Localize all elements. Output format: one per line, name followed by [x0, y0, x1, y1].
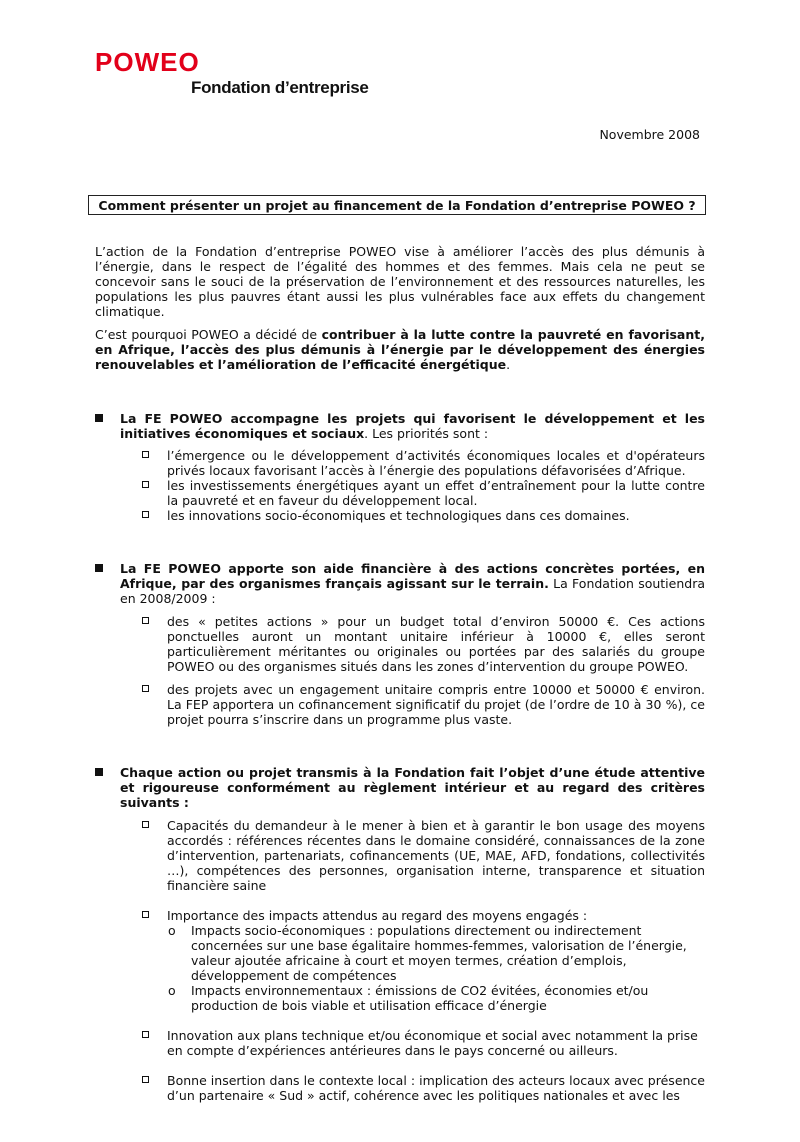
checkbox-bullet-icon	[142, 1076, 149, 1083]
section-1-rest: . Les priorités sont :	[364, 426, 489, 441]
section-3-item-text: Innovation aux plans technique et/ou économique et social avec notamment la prise en compte d’expériences antérieures dans le pays concerné ou ailleurs.	[167, 1028, 698, 1058]
section-1-bold: La FE POWEO accompagne les projets qui favorisent le développement et les initiatives économiques et sociaux	[120, 411, 705, 441]
section-3-subitem	[95, 923, 705, 983]
section-2	[95, 561, 705, 606]
square-bullet-icon	[95, 564, 103, 572]
checkbox-bullet-icon	[142, 821, 149, 828]
section-2-item-text: des projets avec un engagement unitaire compris entre 10000 et 50000 € environ. La FEP apportera un cofinancement significatif du projet (de l’ordre de 10 à 30 %), ce projet pourra s’inscrire dans un programme plus vaste.	[167, 682, 705, 727]
section-3-item-text: Bonne insertion dans le contexte local : implication des acteurs locaux avec présence d’un partenaire « Sud » actif, cohérence avec les politiques nationales et avec les	[167, 1073, 705, 1103]
section-2-bold: La FE POWEO apporte son aide financière à des actions concrètes portées, en Afrique, par des organismes français agissant sur le terrain.	[120, 561, 705, 591]
section-3-subitem-text: Impacts environnementaux : émissions de CO2 évitées, économies et/ou production de bois viable et utilisation efficace d’énergie	[191, 983, 649, 1013]
section-1-item-text: les innovations socio-économiques et technologiques dans ces domaines.	[167, 508, 630, 523]
intro-p2-end: .	[506, 357, 511, 372]
section-2-item	[95, 614, 705, 674]
checkbox-bullet-icon	[142, 1031, 149, 1038]
section-3-item-text: Capacités du demandeur à le mener à bien et à garantir le bon usage des moyens accordés : références récentes dans le domaine considéré, connaissances de la zone d’intervention, partenariats, cofinancements (UE, MAE, AFD, fondations, collectivités …), compétences des personnes, organisation interne, transparence et situation financière saine	[167, 818, 705, 893]
section-2-rest: La Fondation soutiendra en 2008/2009 :	[120, 576, 706, 606]
section-2-item-text: des « petites actions » pour un budget total d’environ 50000 €. Ces actions ponctuelles auront un montant unitaire inférieur à 10000 €, elles seront particulièrement méritantes ou originales ou portées par des salariés du groupe POWEO ou des organismes situés dans les zones d’intervention du groupe POWEO.	[167, 614, 705, 674]
circle-bullet-icon: o	[168, 923, 176, 938]
intro-paragraph-2	[95, 327, 705, 372]
section-3-item	[95, 818, 705, 893]
checkbox-bullet-icon	[142, 481, 149, 488]
section-3-item	[95, 908, 705, 923]
square-bullet-icon	[95, 768, 103, 776]
document-body	[95, 244, 705, 1103]
section-2-item	[95, 682, 705, 727]
section-1	[95, 411, 705, 441]
section-3-item	[95, 1073, 705, 1103]
section-1-item	[95, 448, 705, 478]
intro-p2-start: C’est pourquoi POWEO a décidé de	[95, 327, 322, 342]
checkbox-bullet-icon	[142, 617, 149, 624]
section-1-item-text: l’émergence ou le développement d’activités économiques locales et d'opérateurs privés locaux favorisant l’accès à l’énergie des populations défavorisées d’Afrique.	[167, 448, 705, 478]
document-title: Comment présenter un projet au financement de la Fondation d’entreprise POWEO ?	[88, 195, 706, 215]
checkbox-bullet-icon	[142, 911, 149, 918]
section-3	[95, 765, 705, 810]
checkbox-bullet-icon	[142, 451, 149, 458]
checkbox-bullet-icon	[142, 511, 149, 518]
document-date: Novembre 2008	[599, 127, 700, 142]
section-1-item-text: les investissements énergétiques ayant un effet d’entraînement pour la lutte contre la pauvreté et en faveur du développement local.	[167, 478, 705, 508]
circle-bullet-icon: o	[168, 983, 176, 998]
section-1-item	[95, 478, 705, 508]
section-3-subitem	[95, 983, 705, 1013]
section-3-bold: Chaque action ou projet transmis à la Fondation fait l’objet d’une étude attentive et rigoureuse conformément au règlement intérieur et au regard des critères suivants :	[120, 765, 705, 810]
section-3-item-text: Importance des impacts attendus au regard des moyens engagés :	[167, 908, 588, 923]
section-3-item	[95, 1028, 705, 1058]
section-1-item	[95, 508, 705, 523]
square-bullet-icon	[95, 414, 103, 422]
checkbox-bullet-icon	[142, 685, 149, 692]
intro-paragraph-1: L’action de la Fondation d’entreprise POWEO vise à améliorer l’accès des plus démunis à l’énergie, dans le respect de l’égalité des hommes et des femmes. Mais cela ne peut se concevoir sans le souci de la préservation de l’environnement et des ressources naturelles, les populations les plus pauvres étant aussi les plus vulnérables face aux effets du changement climatique.	[95, 244, 705, 319]
logo-wordmark: POWEO	[95, 47, 200, 77]
logo-subtitle: Fondation d’entreprise	[191, 78, 369, 97]
section-3-subitem-text: Impacts socio-économiques : populations directement ou indirectement concernées sur une base égalitaire hommes-femmes, valorisation de l’énergie, valeur ajoutée africaine à court et moyen termes, création d’emplois, développement de compétences	[191, 923, 687, 983]
intro-p2-bold: contribuer à la lutte contre la pauvreté en favorisant, en Afrique, l’accès des plus démunis à l’énergie par le développement des énergies renouvelables et l’amélioration de l’efficacité énergétique	[95, 327, 705, 372]
